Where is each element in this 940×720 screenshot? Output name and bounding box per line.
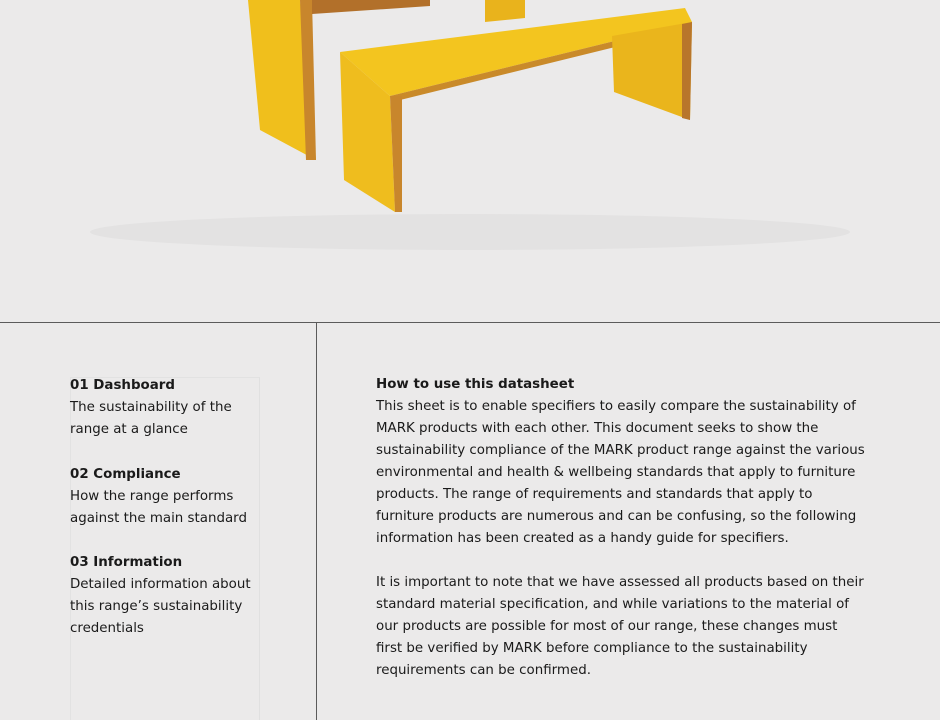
nav-item-title: 03 Information: [70, 555, 183, 570]
front-bench-right-leg-edge: [682, 22, 692, 120]
nav-item-desc: The sustainability of the range at a glance: [70, 400, 232, 437]
note-paragraph: It is important to note that we have assessed all products based on their standard material specification, and while variations to the material of our products are possible for most of our range, these changes must first be verified by MARK before compliance to the sustainability requirements can be confirmed.: [376, 575, 864, 678]
nav-item-dashboard[interactable]: [70, 375, 270, 441]
back-bench-right-leg: [485, 0, 525, 22]
back-bench-top-rail: [312, 0, 430, 14]
nav-item-desc: Detailed information about this range’s sustainability credentials: [70, 577, 251, 636]
horizontal-divider: [0, 322, 940, 323]
floor-shadow: [90, 214, 850, 250]
nav-item-compliance[interactable]: [70, 464, 270, 530]
hero-image: [0, 0, 940, 322]
nav-item-desc: How the range performs against the main standard: [70, 489, 247, 526]
front-bench-right-leg: [612, 22, 692, 120]
bench-illustration: [0, 0, 940, 322]
section-title: How to use this datasheet: [376, 377, 575, 392]
vertical-divider: [316, 322, 317, 720]
nav-item-title: 01 Dashboard: [70, 378, 175, 393]
main-content: [376, 374, 866, 682]
intro-paragraph: This sheet is to enable specifiers to easily compare the sustainability of MARK products with each other. This document seeks to show the sustainability compliance of the MARK product range against the various environmental and health & wellbeing standards that apply to furniture products. The range of requirements and standards that apply to furniture products are numerous and can be confusing, so the following information has been created as a handy guide for specifiers.: [376, 399, 865, 546]
nav-item-title: 02 Compliance: [70, 467, 181, 482]
nav-item-information[interactable]: [70, 552, 270, 640]
